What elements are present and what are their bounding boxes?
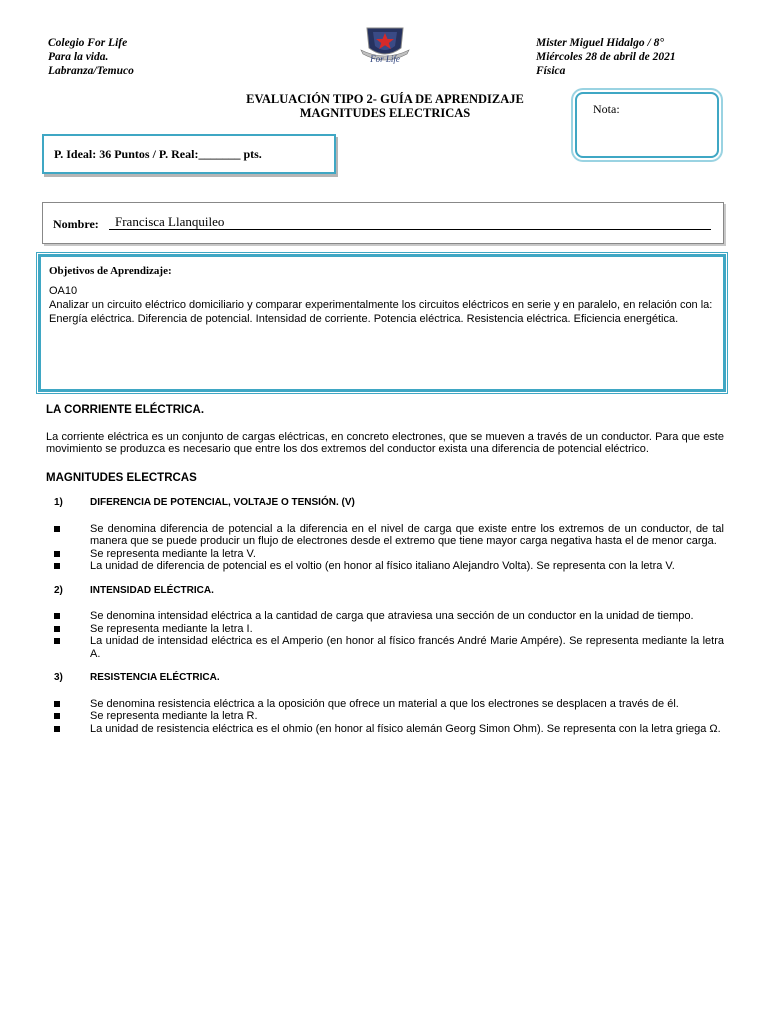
main-content xyxy=(46,404,724,735)
school-info xyxy=(48,36,134,78)
school-name: Colegio For Life xyxy=(48,37,128,49)
section-title-1: 1) DIFERENCIA DE POTENCIAL, VOLTAJE O TENSIÓN. (V) xyxy=(54,497,355,508)
teacher-info xyxy=(536,36,676,78)
section-title-3: 3) RESISTENCIA ELÉCTRICA. xyxy=(54,672,220,683)
list-item: Se denomina intensidad eléctrica a la cantidad de carga que atraviesa una sección de un conductor en la unidad de tiempo. xyxy=(46,610,724,623)
objective-code: OA10 xyxy=(49,285,78,297)
teacher-name: Mister Miguel Hidalgo / 8° xyxy=(536,37,664,49)
date: Miércoles 28 de abril de 2021 xyxy=(536,51,676,63)
name-label: Nombre: xyxy=(53,217,99,231)
section-title-2: 2) INTENSIDAD ELÉCTRICA. xyxy=(54,584,214,596)
title-line-1: EVALUACIÓN TIPO 2- GUÍA DE APRENDIZAJE xyxy=(246,92,524,106)
objective-text: Analizar un circuito eléctrico domiciliario y comparar experimentalmente los circuitos eléctricos en serie y en paralelo, en relación con la: Energía eléctrica. Diferencia de potencial. Intensidad de corriente. Potencia eléctrica. Resistencia eléctrica. Eficiencia energética. xyxy=(49,299,713,325)
name-field[interactable]: Francisca Llanquileo xyxy=(109,215,711,230)
objectives-title: Objetivos de Aprendizaje: xyxy=(49,265,172,277)
list-item: Se representa mediante la letra V. xyxy=(46,548,724,561)
list-item: La unidad de diferencia de potencial es el voltio (en honor al físico italiano Alejandro Volta). Se representa con la letra V. xyxy=(46,560,724,573)
objectives-box xyxy=(38,254,726,392)
grade-label: Nota: xyxy=(593,102,620,116)
list-item: La unidad de intensidad eléctrica es el Amperio (en honor al físico francés André Marie Ampére). Se representa mediante la letra A. xyxy=(46,635,724,660)
list-item: Se representa mediante la letra R. xyxy=(46,710,724,723)
section-heading-corriente: LA CORRIENTE ELÉCTRICA. xyxy=(46,404,205,416)
score-text: P. Ideal: 36 Puntos / P. Real:_______ pts. xyxy=(54,147,262,161)
section-1-list xyxy=(46,523,724,573)
school-motto: Para la vida. xyxy=(48,51,109,63)
list-item: Se representa mediante la letra I. xyxy=(46,623,724,636)
school-location: Labranza/Temuco xyxy=(48,65,134,77)
score-box xyxy=(42,134,336,174)
list-item: La unidad de resistencia eléctrica es el ohmio (en honor al físico alemán Georg Simon Ohm). Se representa con la letra griega Ω. xyxy=(46,723,724,736)
title-line-2: MAGNITUDES ELECTRICAS xyxy=(299,106,471,120)
section-3-list xyxy=(46,698,724,736)
list-item: Se denomina resistencia eléctrica a la oposición que ofrece un material a que los electrones se desplacen a través de él. xyxy=(46,698,724,711)
list-item: Se denomina diferencia de potencial a la diferencia en el nivel de carga que existe entre los extremos de un conductor, de tal manera que se puede producir un flujo de electrones desde el extremo que tiene mayor carga negativa hasta el de menor carga. xyxy=(46,523,724,548)
section-2-list xyxy=(46,610,724,660)
logo-text: For Life xyxy=(370,54,400,64)
name-box xyxy=(42,202,724,244)
subject: Física xyxy=(536,65,566,77)
corriente-paragraph: La corriente eléctrica es un conjunto de cargas eléctricas, en concreto electrones, que se mueven a través de un conductor. Para que este movimiento se produzca es necesario que entre los dos extremos del conductor exista una diferencia de potencial eléctrico. xyxy=(46,430,724,455)
document-title xyxy=(180,92,590,120)
grade-box[interactable] xyxy=(575,92,719,158)
magnitudes-heading: MAGNITUDES ELECTRCAS xyxy=(46,471,197,484)
